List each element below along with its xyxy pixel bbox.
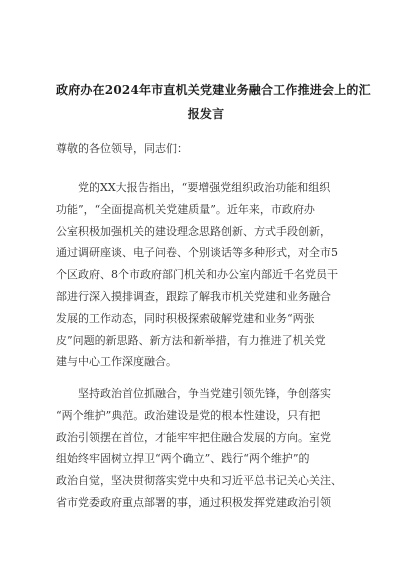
text-line: 部进行深入摸排调查，跟踪了解我市机关党建和业务融合: [56, 289, 331, 303]
text-line: 建与中心工作深度融合。: [56, 355, 177, 369]
paragraph-2: [56, 383, 356, 514]
text-line: 功能”，“全面提高机关党建质量”。近年来，市政府办: [56, 202, 315, 216]
salutation: 尊敬的各位领导，同志们：: [56, 142, 188, 155]
title-line: 政府办在2024年市直机关党建业务融合工作推进会上的汇: [56, 83, 371, 97]
text-line: 皮”问题的新思路、新方法和新举措，有力推进了机关党: [56, 333, 326, 347]
text-line: 坚持政治首位抓融合，争当党建引领先锋，争创落实: [56, 387, 331, 400]
text-line: 组始终牢固树立捍卫“两个确立”、践行“两个维护”的: [56, 452, 310, 466]
title-line: 报发言: [187, 107, 225, 121]
text-line: 公室积极加强机关的建设理念思路创新、方式手段创新，: [56, 224, 331, 238]
text-line: 政治引领摆在首位，才能牢牢把住融合发展的方向。室党: [56, 430, 331, 444]
text-line: 通过调研座谈、电子问卷、个别谈话等多种形式，对全市5: [56, 246, 338, 260]
text-line: 省市党委政府重点部署的事，通过积极发挥党建政治引领: [56, 495, 331, 509]
paragraph-1: [56, 177, 356, 373]
text-line: 政治自觉，坚决贯彻落实党中央和习近平总书记关心关注、: [56, 474, 342, 488]
text-line: 个区政府、8个市政府部门机关和办公室内部近千名党员干: [56, 268, 338, 282]
text-line: 发展的工作动态，同时积极探索破解党建和业务“两张: [56, 311, 315, 325]
document-title: [56, 78, 371, 126]
text-line: 党的XX大报告指出，“要增强党组织政治功能和组织: [56, 181, 331, 194]
text-line: “两个维护”典范。政治建设是党的根本性建设，只有把: [56, 408, 321, 422]
